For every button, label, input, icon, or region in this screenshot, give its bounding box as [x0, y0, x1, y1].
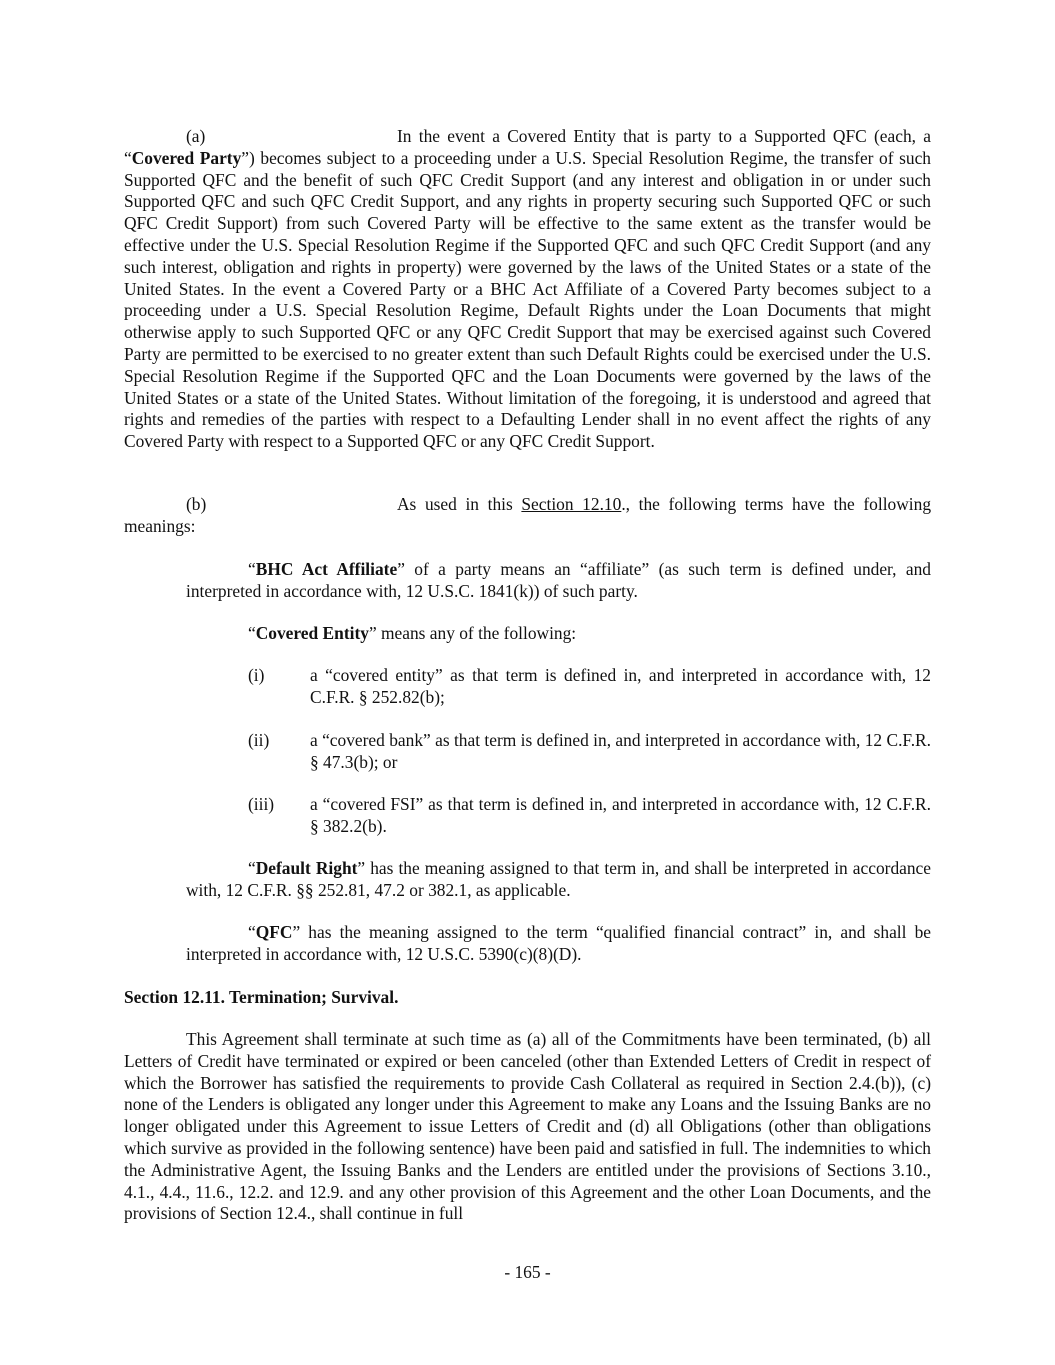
definition-open-quote: “ [248, 559, 256, 579]
definition-qfc [186, 922, 931, 966]
paragraph-b-text-2: ., the following terms have the following meanings: [124, 494, 932, 536]
definition-text: ” has the meaning assigned to that term in, and shall be interpreted in accordance with, 12 C.F.R. §§ 252.81, 47.2 or 382.1, as applicable. [186, 858, 931, 900]
paragraph-b [124, 494, 931, 538]
definition-open-quote: “ [248, 858, 256, 878]
item-number: (ii) [248, 730, 270, 750]
definition-default-right [186, 858, 931, 902]
definition-bhc-act-affiliate [186, 559, 931, 603]
paragraph-b-text-1: As used in this [397, 494, 522, 514]
termination-text: This Agreement shall terminate at such time as (a) all of the Commitments have been terminated, (b) all Letters of Credit have terminated or expired or been canceled (other than Extended Letters of Credit in respect of which the Borrower has satisfied the requirements to provide Cash Collateral as required in Section 2.4.(b)), (c) none of the Lenders is obligated any longer under this Agreement to make any Loans and the Issuing Banks are no longer obligated under this Agreement to issue Letters of Credit and (d) all Obligations (other than obligations which survive as provided in the following sentence) have been paid and satisfied in full. The indemnities to which the Administrative Agent, the Issuing Banks and the Lenders are entitled under the provisions of Sections 3.10., 4.1., 4.4., 11.6., 12.2. and 12.9. and any other provision of this Agreement and the other Loan Documents, and the provisions of Section 12.4., shall continue in full [124, 1029, 931, 1224]
item-text: a “covered bank” as that term is defined in, and interpreted in accordance with, 12 C.F.R. § 47.3(b); or [310, 730, 931, 772]
definition-text: ” has the meaning assigned to the term “qualified financial contract” in, and shall be interpreted in accordance with, 12 U.S.C. 5390(c)(8)(D). [186, 922, 931, 964]
paragraph-a-label: (a) [186, 126, 206, 146]
definition-open-quote: “ [248, 623, 256, 643]
definition-open-quote: “ [248, 922, 256, 942]
item-number: (iii) [248, 794, 275, 814]
item-number: (i) [248, 665, 265, 685]
section-reference: Section 12.10 [521, 494, 622, 514]
term-default-right: Default Right [255, 858, 358, 878]
definition-text: ” means any of the following: [368, 623, 577, 643]
term-bhc-act-affiliate: BHC Act Affiliate [255, 559, 398, 579]
covered-entity-item-ii [248, 730, 931, 774]
paragraph-a-text-2: ”) becomes subject to a proceeding under a U.S. Special Resolution Regime, the transfer of such Supported QFC and the benefit of such QFC Credit Support (and any interest and obligation in or under such Supported QFC and such QFC Credit Support, and any rights in property securing such Supported QFC or such QFC Credit Support) from such Covered Party will be effective to the same extent as the transfer would be effective under the U.S. Special Resolution Regime if the Supported QFC and such QFC Credit Support (and any such interest, obligation and rights in property) were governed by the laws of the United States or a state of the United States. In the event a Covered Party or a BHC Act Affiliate of a Covered Party becomes subject to a proceeding under a U.S. Special Resolution Regime, Default Rights under the Loan Documents that might otherwise apply to such Supported QFC or any QFC Credit Support that may be exercised against such Covered Party are permitted to be exercised to no greater extent than such Default Rights could be exercised under the U.S. Special Resolution Regime if the Supported QFC and the Loan Documents were governed by the laws of the United States or a state of the United States. Without limitation of the foregoing, it is understood and agreed that rights and remedies of the parties with respect to a Defaulting Lender shall in no event affect the rights of any Covered Party with respect to a Supported QFC or any QFC Credit Support. [124, 147, 931, 452]
page-number: - 165 - [504, 1262, 551, 1282]
term-qfc: QFC [255, 922, 293, 942]
item-text: a “covered entity” as that term is defined in, and interpreted in accordance with, 12 C.F.R. § 252.82(b); [310, 665, 931, 707]
covered-entity-item-i [248, 665, 931, 709]
paragraph-b-label: (b) [186, 494, 207, 514]
section-heading: Section 12.11. Termination; Survival. [124, 987, 399, 1007]
term-covered-entity: Covered Entity [255, 623, 369, 643]
paragraph-a [124, 126, 931, 453]
definition-covered-entity [186, 623, 931, 645]
paragraph-a-text-1: In the event a Covered Entity that is party to a Supported QFC (each, a “ [124, 126, 931, 168]
covered-entity-item-iii [248, 794, 931, 838]
definition-text: ” of a party means an “affiliate” (as such term is defined under, and interpreted in accordance with, 12 U.S.C. 1841(k)) of such party. [186, 559, 931, 601]
term-covered-party: Covered Party [131, 147, 242, 168]
termination-paragraph [124, 1029, 931, 1225]
item-text: a “covered FSI” as that term is defined in, and interpreted in accordance with, 12 C.F.R. § 382.2(b). [310, 794, 931, 836]
